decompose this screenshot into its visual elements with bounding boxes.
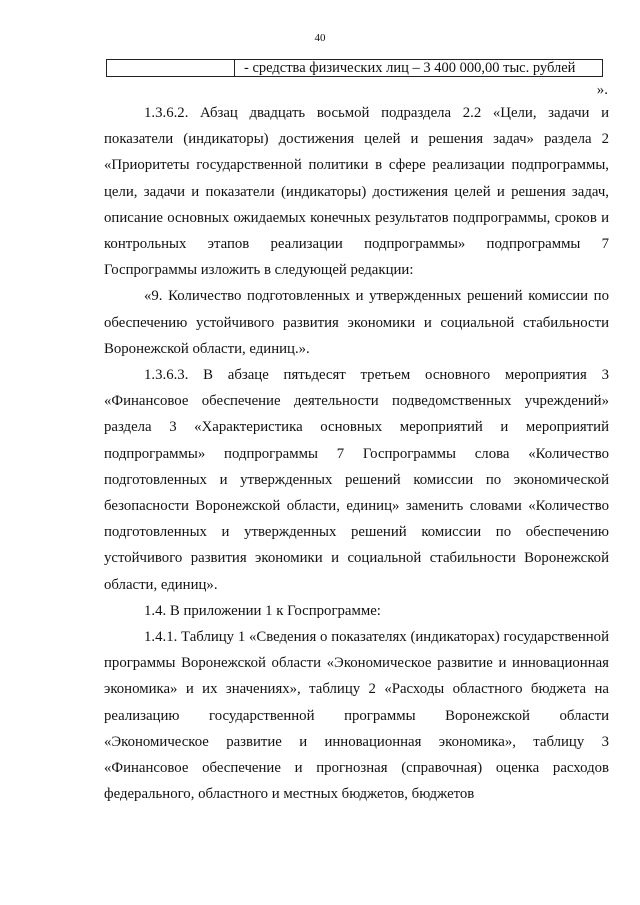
paragraph-quote-9: «9. Количество подготовленных и утвержденных решений комиссии по обеспечению устойчивого развития экономики и социальной стабильности Воронежской области, единиц.». xyxy=(104,288,609,357)
table-cell-empty xyxy=(107,60,235,76)
closing-quote: ». xyxy=(596,82,608,98)
table-cell-funding: - средства физических лиц – 3 400 000,00 тыс. рублей xyxy=(244,60,576,76)
paragraph-1-3-6-3: 1.3.6.3. В абзаце пятьдесят третьем основного мероприятия 3 «Финансовое обеспечение деятельности подведомственных учреждений» раздела 3 «Характеристика основных мероприятий и мероприятий подпрограммы» подпрограммы 7 Госпрограммы слова «Количество подготовленных и утвержденных решений комиссии по экономической безопасности Воронежской области, единиц» заменить словами «Количество подготовленных и утвержденных решений комиссии по обеспечению устойчивого развития экономики и социальной стабильности Воронежской области, единиц». xyxy=(104,367,609,593)
document-body xyxy=(104,100,609,807)
paragraph-1-4-1: 1.4.1. Таблицу 1 «Сведения о показателях (индикаторах) государственной программы Воронежской области «Экономическое развитие и инновационная экономика» и их значениях», таблицу 2 «Расходы областного бюджета на реализацию государственной программы Воронежской области «Экономическое развитие и инновационная экономика», таблицу 3 «Финансовое обеспечение и прогнозная (справочная) оценка расходов федерального, областного и местных бюджетов, бюджетов xyxy=(104,629,609,803)
table-row xyxy=(106,59,603,77)
paragraph-1-4: 1.4. В приложении 1 к Госпрограмме: xyxy=(144,602,381,619)
page-number: 40 xyxy=(314,32,326,44)
paragraph-1-3-6-2: 1.3.6.2. Абзац двадцать восьмой подраздела 2.2 «Цели, задачи и показатели (индикаторы) достижения целей и решения задач» раздела 2 «Приоритеты государственной политики в сфере реализации подпрограммы, цели, задачи и показатели (индикаторы) достижения целей и решения задач, описание основных ожидаемых конечных результатов подпрограммы, сроков и контрольных этапов реализации подпрограммы» подпрограммы 7 Госпрограммы изложить в следующей редакции: xyxy=(104,105,609,279)
